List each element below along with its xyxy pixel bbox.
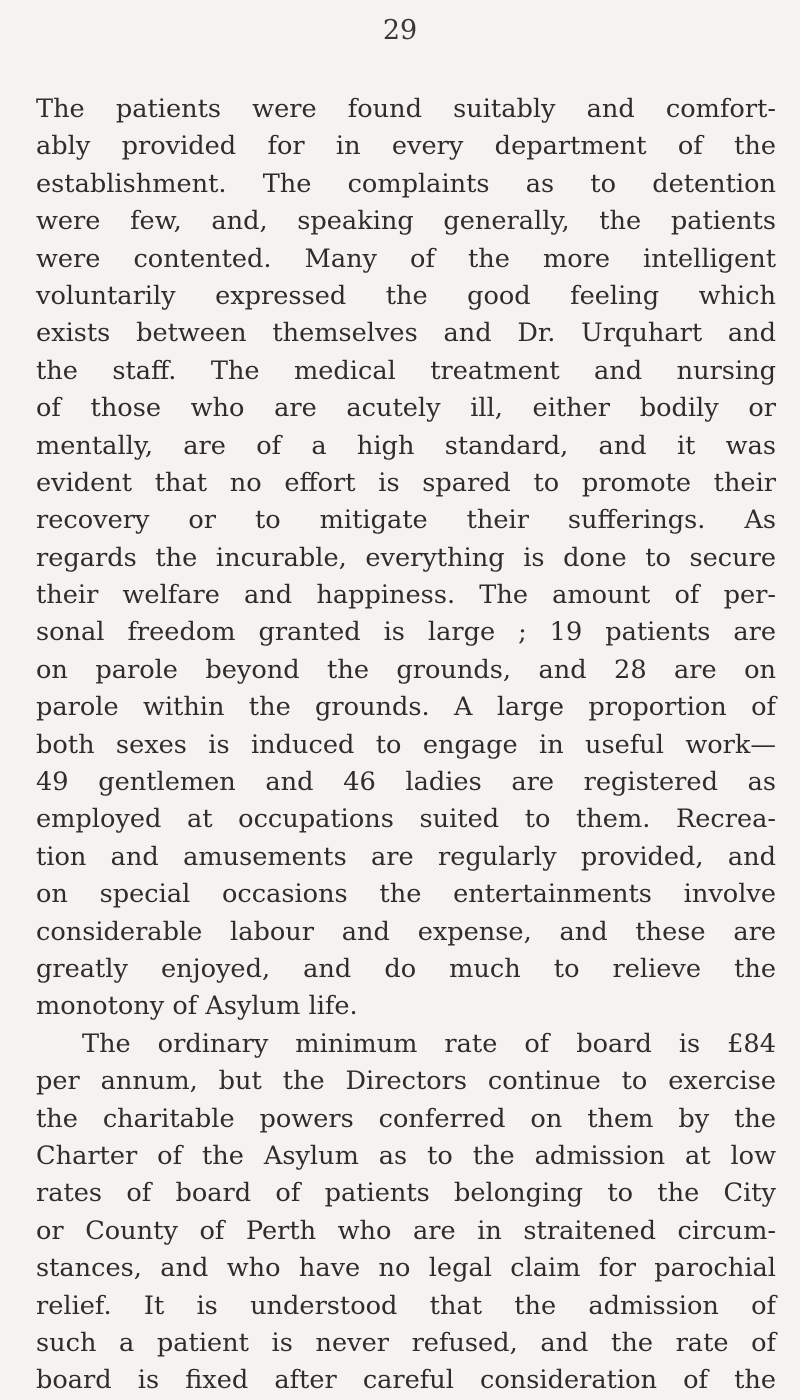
text-line: sonal freedom granted is large ; 19 patients are: [36, 617, 776, 648]
text-line: considerable labour and expense, and these are: [36, 916, 776, 947]
text-line: their welfare and happiness. The amount of per-: [36, 580, 776, 611]
text-line: tion and amusements are regularly provided, and: [36, 841, 776, 872]
text-line: per annum, but the Directors continue to exercise: [36, 1066, 776, 1097]
text-line: ably provided for in every department of the: [36, 131, 776, 162]
text-line: evident that no effort is spared to promote their: [36, 467, 776, 498]
text-line: parole within the grounds. A large proportion of: [36, 692, 776, 723]
text-line: were few, and, speaking generally, the patients: [36, 206, 776, 237]
text-line: on special occasions the entertainments involve: [36, 879, 776, 910]
text-line: on parole beyond the grounds, and 28 are on: [36, 654, 776, 685]
text-body: [36, 91, 776, 1400]
text-line: board is fixed after careful consideration of the: [36, 1365, 776, 1396]
text-line: The ordinary minimum rate of board is £84: [82, 1028, 776, 1059]
paragraph-2: [36, 1026, 776, 1400]
text-line: establishment. The complaints as to detention: [36, 168, 776, 199]
text-line: The patients were found suitably and comfort-: [36, 94, 776, 124]
page-number: 29: [382, 15, 418, 46]
paragraph-1: [36, 91, 776, 1026]
text-line: employed at occupations suited to them. Recrea-: [36, 804, 776, 835]
text-line: or County of Perth who are in straitened circum-: [36, 1215, 776, 1246]
text-line: voluntarily expressed the good feeling which: [36, 280, 776, 311]
text-line: mentally, are of a high standard, and it was: [36, 430, 776, 461]
text-line: the charitable powers conferred on them by the: [36, 1103, 776, 1134]
text-line: Charter of the Asylum as to the admission at low: [36, 1140, 776, 1171]
text-line: stances, and who have no legal claim for parochial: [36, 1253, 776, 1284]
text-line: greatly enjoyed, and do much to relieve the: [36, 953, 776, 984]
text-line: of those who are acutely ill, either bodily or: [36, 393, 776, 424]
text-line: regards the incurable, everything is done to secure: [36, 542, 776, 573]
text-line: relief. It is understood that the admission of: [36, 1290, 776, 1321]
text-line: such a patient is never refused, and the rate of: [36, 1327, 776, 1358]
text-line: were contented. Many of the more intelligent: [36, 243, 776, 274]
text-line: exists between themselves and Dr. Urquhart and: [36, 318, 776, 349]
text-line: the staff. The medical treatment and nursing: [36, 355, 776, 386]
text-line: 49 gentlemen and 46 ladies are registered as: [36, 767, 776, 798]
text-line: monotony of Asylum life.: [36, 991, 358, 1022]
text-line: rates of board of patients belonging to the City: [36, 1178, 776, 1209]
text-line: both sexes is induced to engage in useful work—: [36, 729, 776, 760]
text-line: recovery or to mitigate their sufferings. As: [36, 505, 776, 536]
